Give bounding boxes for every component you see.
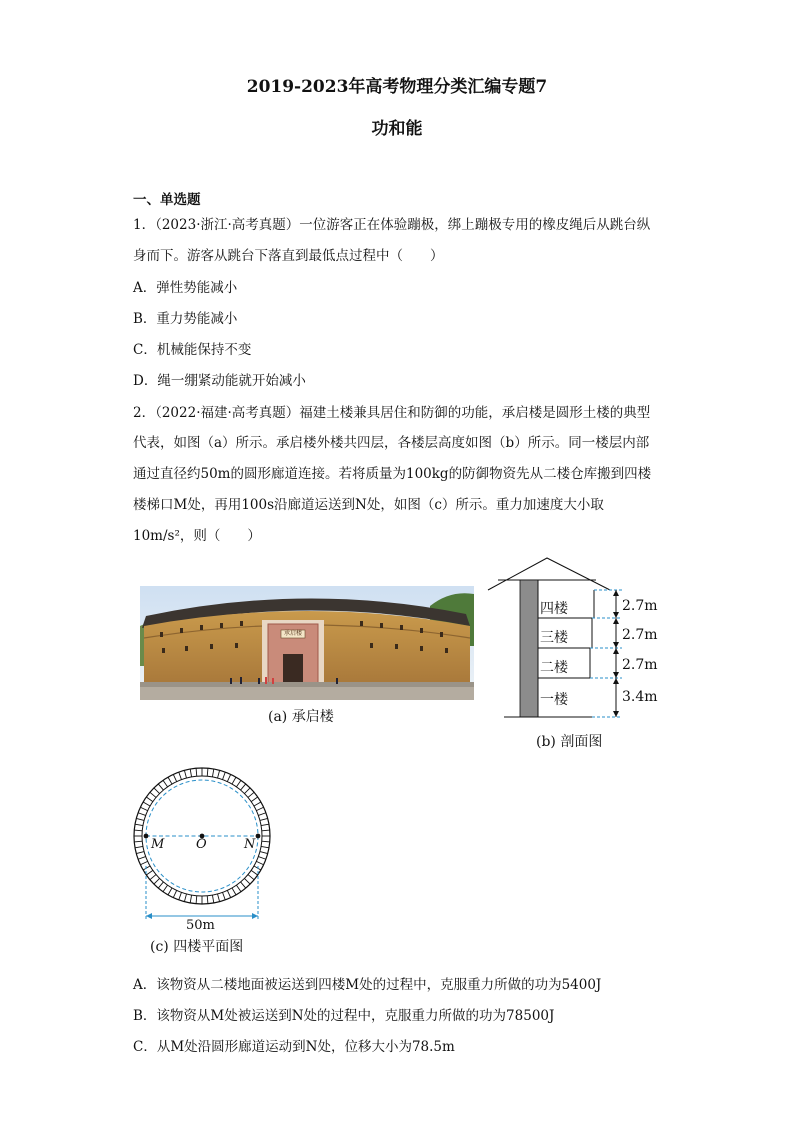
floor-plan-figure xyxy=(130,766,274,936)
q1-option-d: D．绳一绷紧动能就开始减小 xyxy=(133,373,306,389)
q1-line1: 1．（2023·浙江·高考真题）一位游客正在体验蹦极，绑上蹦极专用的橡皮绳后从跳台纵 xyxy=(133,217,651,233)
q2-line3: 通过直径约50m的圆形廊道连接。若将质量为100kg的防御物资先从二楼仓库搬到四楼 xyxy=(133,466,652,482)
point-m-label: M xyxy=(151,837,165,852)
height-label-4: 2.7m xyxy=(622,598,658,614)
q1-option-b: B．重力势能减小 xyxy=(133,311,238,327)
height-label-2: 2.7m xyxy=(622,657,658,673)
cross-section-figure xyxy=(484,556,674,722)
point-o-label: O xyxy=(196,837,207,852)
diameter-label: 50m xyxy=(186,918,215,933)
height-label-1: 3.4m xyxy=(622,689,658,705)
q2-line5: 10m/s²，则（ ） xyxy=(133,528,261,544)
floor-label-4: 四楼 xyxy=(540,601,568,617)
fig-a-caption: (a) 承启楼 xyxy=(268,709,334,725)
floor-label-3: 三楼 xyxy=(540,630,568,646)
floor-label-1: 一楼 xyxy=(540,692,568,708)
tulou-plaque: 承启楼 xyxy=(283,630,302,637)
q2-option-c: C．从M处沿圆形廊道运动到N处，位移大小为78.5m xyxy=(133,1039,455,1055)
fig-b-caption: (b) 剖面图 xyxy=(536,734,603,750)
q1-option-c: C．机械能保持不变 xyxy=(133,342,252,358)
q2-line1: 2．（2022·福建·高考真题）福建土楼兼具居住和防御的功能，承启楼是圆形土楼的典型 xyxy=(133,405,651,421)
tulou-photo xyxy=(140,586,474,700)
section-heading: 一、单选题 xyxy=(133,192,201,208)
doc-subtitle: 功和能 xyxy=(371,119,423,139)
fig-c-caption: (c) 四楼平面图 xyxy=(150,939,244,955)
q2-line4: 楼梯口M处，再用100s沿廊道运送到N处，如图（c）所示。重力加速度大小取 xyxy=(133,497,604,513)
point-n-label: N xyxy=(244,837,256,852)
q1-option-a: A．弹性势能减小 xyxy=(133,280,238,296)
q1-line2: 身而下。游客从跳台下落直到最低点过程中（ ） xyxy=(133,248,444,264)
height-label-3: 2.7m xyxy=(622,627,658,643)
doc-title: 2019-2023年高考物理分类汇编专题7 xyxy=(246,77,548,97)
q2-option-a: A．该物资从二楼地面被运送到四楼M处的过程中，克服重力所做的功为5400J xyxy=(133,977,602,993)
floor-label-2: 二楼 xyxy=(540,660,568,676)
q2-line2: 代表，如图（a）所示。承启楼外楼共四层，各楼层高度如图（b）所示。同一楼层内部 xyxy=(133,435,650,451)
q2-option-b: B．该物资从M处被运送到N处的过程中，克服重力所做的功为78500J xyxy=(133,1008,555,1024)
